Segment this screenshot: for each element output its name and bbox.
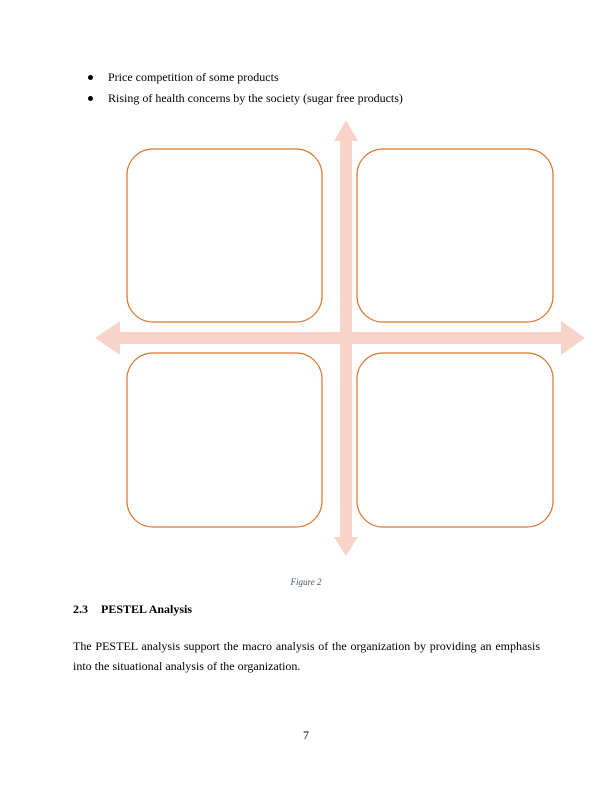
matrix-diagram [0, 118, 612, 563]
section-heading [73, 602, 192, 617]
section-number: 2.3 [73, 602, 88, 616]
quadrant-box-top-left [127, 149, 322, 322]
quadrant-box-bottom-right [357, 353, 553, 527]
quadrant-box-top-right [357, 149, 553, 322]
body-paragraph: The PESTEL analysis support the macro analysis of the organization by providing an emphasis into the situational analysis of the organization. [73, 639, 540, 673]
quadrant-box-bottom-left [127, 353, 322, 527]
bullet-icon [88, 96, 93, 101]
figure-caption: Figure 2 [290, 577, 322, 587]
page-number: 7 [303, 728, 309, 742]
bullet-text: Rising of health concerns by the society (sugar free products) [108, 91, 403, 105]
bullet-icon [88, 75, 93, 80]
section-title: PESTEL Analysis [101, 602, 193, 616]
bullet-text: Price competition of some products [108, 70, 279, 84]
